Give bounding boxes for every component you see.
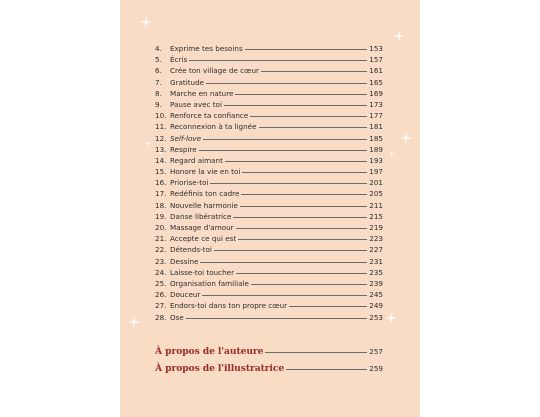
entry-page: 189 — [369, 144, 383, 154]
entry-title: Gratitude — [170, 77, 205, 87]
dot-leader — [224, 105, 367, 106]
entry-page: 201 — [369, 178, 383, 188]
dot-leader — [245, 49, 368, 50]
book-page — [120, 0, 420, 417]
dot-leader — [200, 262, 367, 263]
toc-entry — [155, 66, 383, 77]
entry-number: 12. — [155, 133, 167, 143]
entry-title: Douceur — [170, 290, 201, 300]
entry-title: Écris — [170, 55, 188, 65]
toc-entry — [155, 78, 383, 89]
entry-title: Priorise-toi — [170, 178, 209, 188]
dot-leader — [214, 250, 367, 251]
toc-entry — [155, 268, 383, 279]
entry-number: 5. — [155, 55, 162, 65]
entry-number: 23. — [155, 256, 167, 266]
entry-number: 10. — [155, 111, 167, 121]
entry-page: 215 — [369, 211, 383, 221]
entry-number: 20. — [155, 223, 167, 232]
toc-entry — [155, 55, 383, 66]
entry-title: Ose — [170, 312, 184, 322]
dot-leader — [199, 150, 368, 151]
entry-number: 27. — [155, 301, 167, 311]
toc-entry — [155, 167, 383, 178]
entry-title: Self-love — [170, 133, 202, 143]
entry-page: 205 — [369, 189, 383, 199]
toc-entry — [155, 301, 383, 312]
entry-page: 249 — [369, 301, 383, 311]
toc-entry — [155, 145, 383, 156]
toc-entry — [155, 257, 383, 268]
toc-entry — [155, 89, 383, 100]
entry-title: Organisation familiale — [170, 278, 249, 288]
dot-leader — [241, 194, 367, 195]
entry-number: 14. — [155, 155, 167, 165]
dot-leader — [265, 352, 367, 353]
entry-number: 21. — [155, 234, 167, 244]
entry-title: Honore la vie en toi — [170, 167, 241, 177]
sparkle-icon — [385, 312, 397, 324]
dot-leader — [242, 172, 367, 173]
entry-page: 253 — [369, 312, 383, 322]
dot-leader — [240, 206, 367, 207]
annex-page: 259 — [369, 364, 383, 373]
entry-number: 17. — [155, 189, 167, 199]
entry-title: Renforce ta confiance — [170, 111, 249, 121]
dot-leader — [251, 284, 367, 285]
entry-page: 211 — [369, 200, 383, 210]
entry-title: Danse libératrice — [170, 211, 232, 221]
dot-leader — [189, 60, 367, 61]
entry-number: 18. — [155, 200, 167, 210]
entry-number: 19. — [155, 211, 167, 221]
annex-entry-author — [155, 346, 383, 357]
entry-title: Marche en nature — [170, 88, 234, 98]
annex-entry-illustrator — [155, 363, 383, 374]
entry-page: 185 — [369, 133, 383, 143]
annex-title: À propos de l'auteure — [155, 346, 264, 357]
toc-entry — [155, 122, 383, 133]
entry-title: Crée ton village de cœur — [170, 66, 260, 76]
dot-leader — [236, 273, 367, 274]
toc-entry — [155, 134, 383, 145]
entry-title: Dessine — [170, 256, 199, 266]
dot-leader — [289, 306, 367, 307]
sparkle-icon — [400, 132, 412, 144]
dot-leader — [235, 94, 367, 95]
entry-number: 9. — [155, 99, 162, 109]
toc-entry — [155, 156, 383, 167]
entry-title: Redéfinis ton cadre — [170, 189, 240, 199]
dot-leader — [250, 116, 367, 117]
entry-number: 7. — [155, 77, 162, 87]
entry-page: 157 — [369, 55, 383, 65]
toc-entry — [155, 223, 383, 234]
toc-entry — [155, 44, 383, 55]
dot-leader — [186, 318, 367, 319]
sparkle-icon — [128, 316, 140, 328]
sparkle-icon — [388, 150, 395, 157]
entry-page: 223 — [369, 234, 383, 244]
entry-number: 26. — [155, 290, 167, 300]
entry-title: Regard aimant — [170, 155, 223, 165]
entry-number: 22. — [155, 245, 167, 255]
entry-title: Massage d'amour — [170, 223, 234, 232]
entry-page: 235 — [369, 267, 383, 277]
toc-entry — [155, 290, 383, 301]
entry-number: 8. — [155, 88, 162, 98]
entry-title: Respire — [170, 144, 197, 154]
dot-leader — [203, 139, 367, 140]
entry-page: 227 — [369, 245, 383, 255]
entry-page: 173 — [369, 99, 383, 109]
entry-number: 4. — [155, 44, 162, 53]
toc-entry — [155, 100, 383, 111]
entry-number: 25. — [155, 278, 167, 288]
entry-title: Laisse-toi toucher — [170, 267, 235, 277]
toc-entry — [155, 189, 383, 200]
entry-page: 193 — [369, 155, 383, 165]
entry-title: Nouvelle harmonie — [170, 200, 238, 210]
dot-leader — [286, 369, 367, 370]
entry-page: 165 — [369, 77, 383, 87]
entry-title: Reconnexion à ta lignée — [170, 122, 257, 132]
entry-page: 161 — [369, 66, 383, 76]
annex-page: 257 — [369, 347, 383, 356]
entry-number: 16. — [155, 178, 167, 188]
entry-number: 13. — [155, 144, 167, 154]
toc-entry — [155, 212, 383, 223]
entry-title: Pause avec toi — [170, 99, 222, 109]
entry-page: 169 — [369, 88, 383, 98]
toc-entry — [155, 111, 383, 122]
dot-leader — [236, 228, 368, 229]
toc-entry — [155, 313, 383, 324]
entry-title: Accepte ce qui est — [170, 234, 237, 244]
entry-page: 239 — [369, 278, 383, 288]
dot-leader — [206, 83, 367, 84]
dot-leader — [225, 161, 367, 162]
toc-entry — [155, 279, 383, 290]
entry-page: 219 — [369, 223, 383, 232]
entry-number: 11. — [155, 122, 167, 132]
entry-number: 6. — [155, 66, 162, 76]
entry-page: 231 — [369, 256, 383, 266]
dot-leader — [210, 183, 367, 184]
entry-number: 24. — [155, 267, 167, 277]
toc-entry — [155, 201, 383, 212]
sparkle-icon — [140, 16, 152, 28]
sparkle-icon — [393, 30, 405, 42]
toc-entry — [155, 178, 383, 189]
entry-page: 245 — [369, 290, 383, 300]
entry-number: 28. — [155, 312, 167, 322]
dot-leader — [238, 239, 367, 240]
entry-title: Détends-toi — [170, 245, 212, 255]
table-of-contents — [155, 44, 383, 324]
entry-page: 177 — [369, 111, 383, 121]
entry-page: 197 — [369, 167, 383, 177]
entry-number: 15. — [155, 167, 167, 177]
annex-title: À propos de l'illustratrice — [155, 363, 285, 374]
entry-page: 153 — [369, 44, 383, 53]
entry-page: 181 — [369, 122, 383, 132]
dot-leader — [261, 71, 367, 72]
entry-title: Endors-toi dans ton propre cœur — [170, 301, 288, 311]
dot-leader — [202, 295, 367, 296]
dot-leader — [233, 217, 367, 218]
sparkle-icon — [144, 140, 151, 147]
toc-entry — [155, 234, 383, 245]
entry-title: Exprime tes besoins — [170, 44, 243, 53]
toc-entry — [155, 245, 383, 256]
dot-leader — [259, 127, 368, 128]
